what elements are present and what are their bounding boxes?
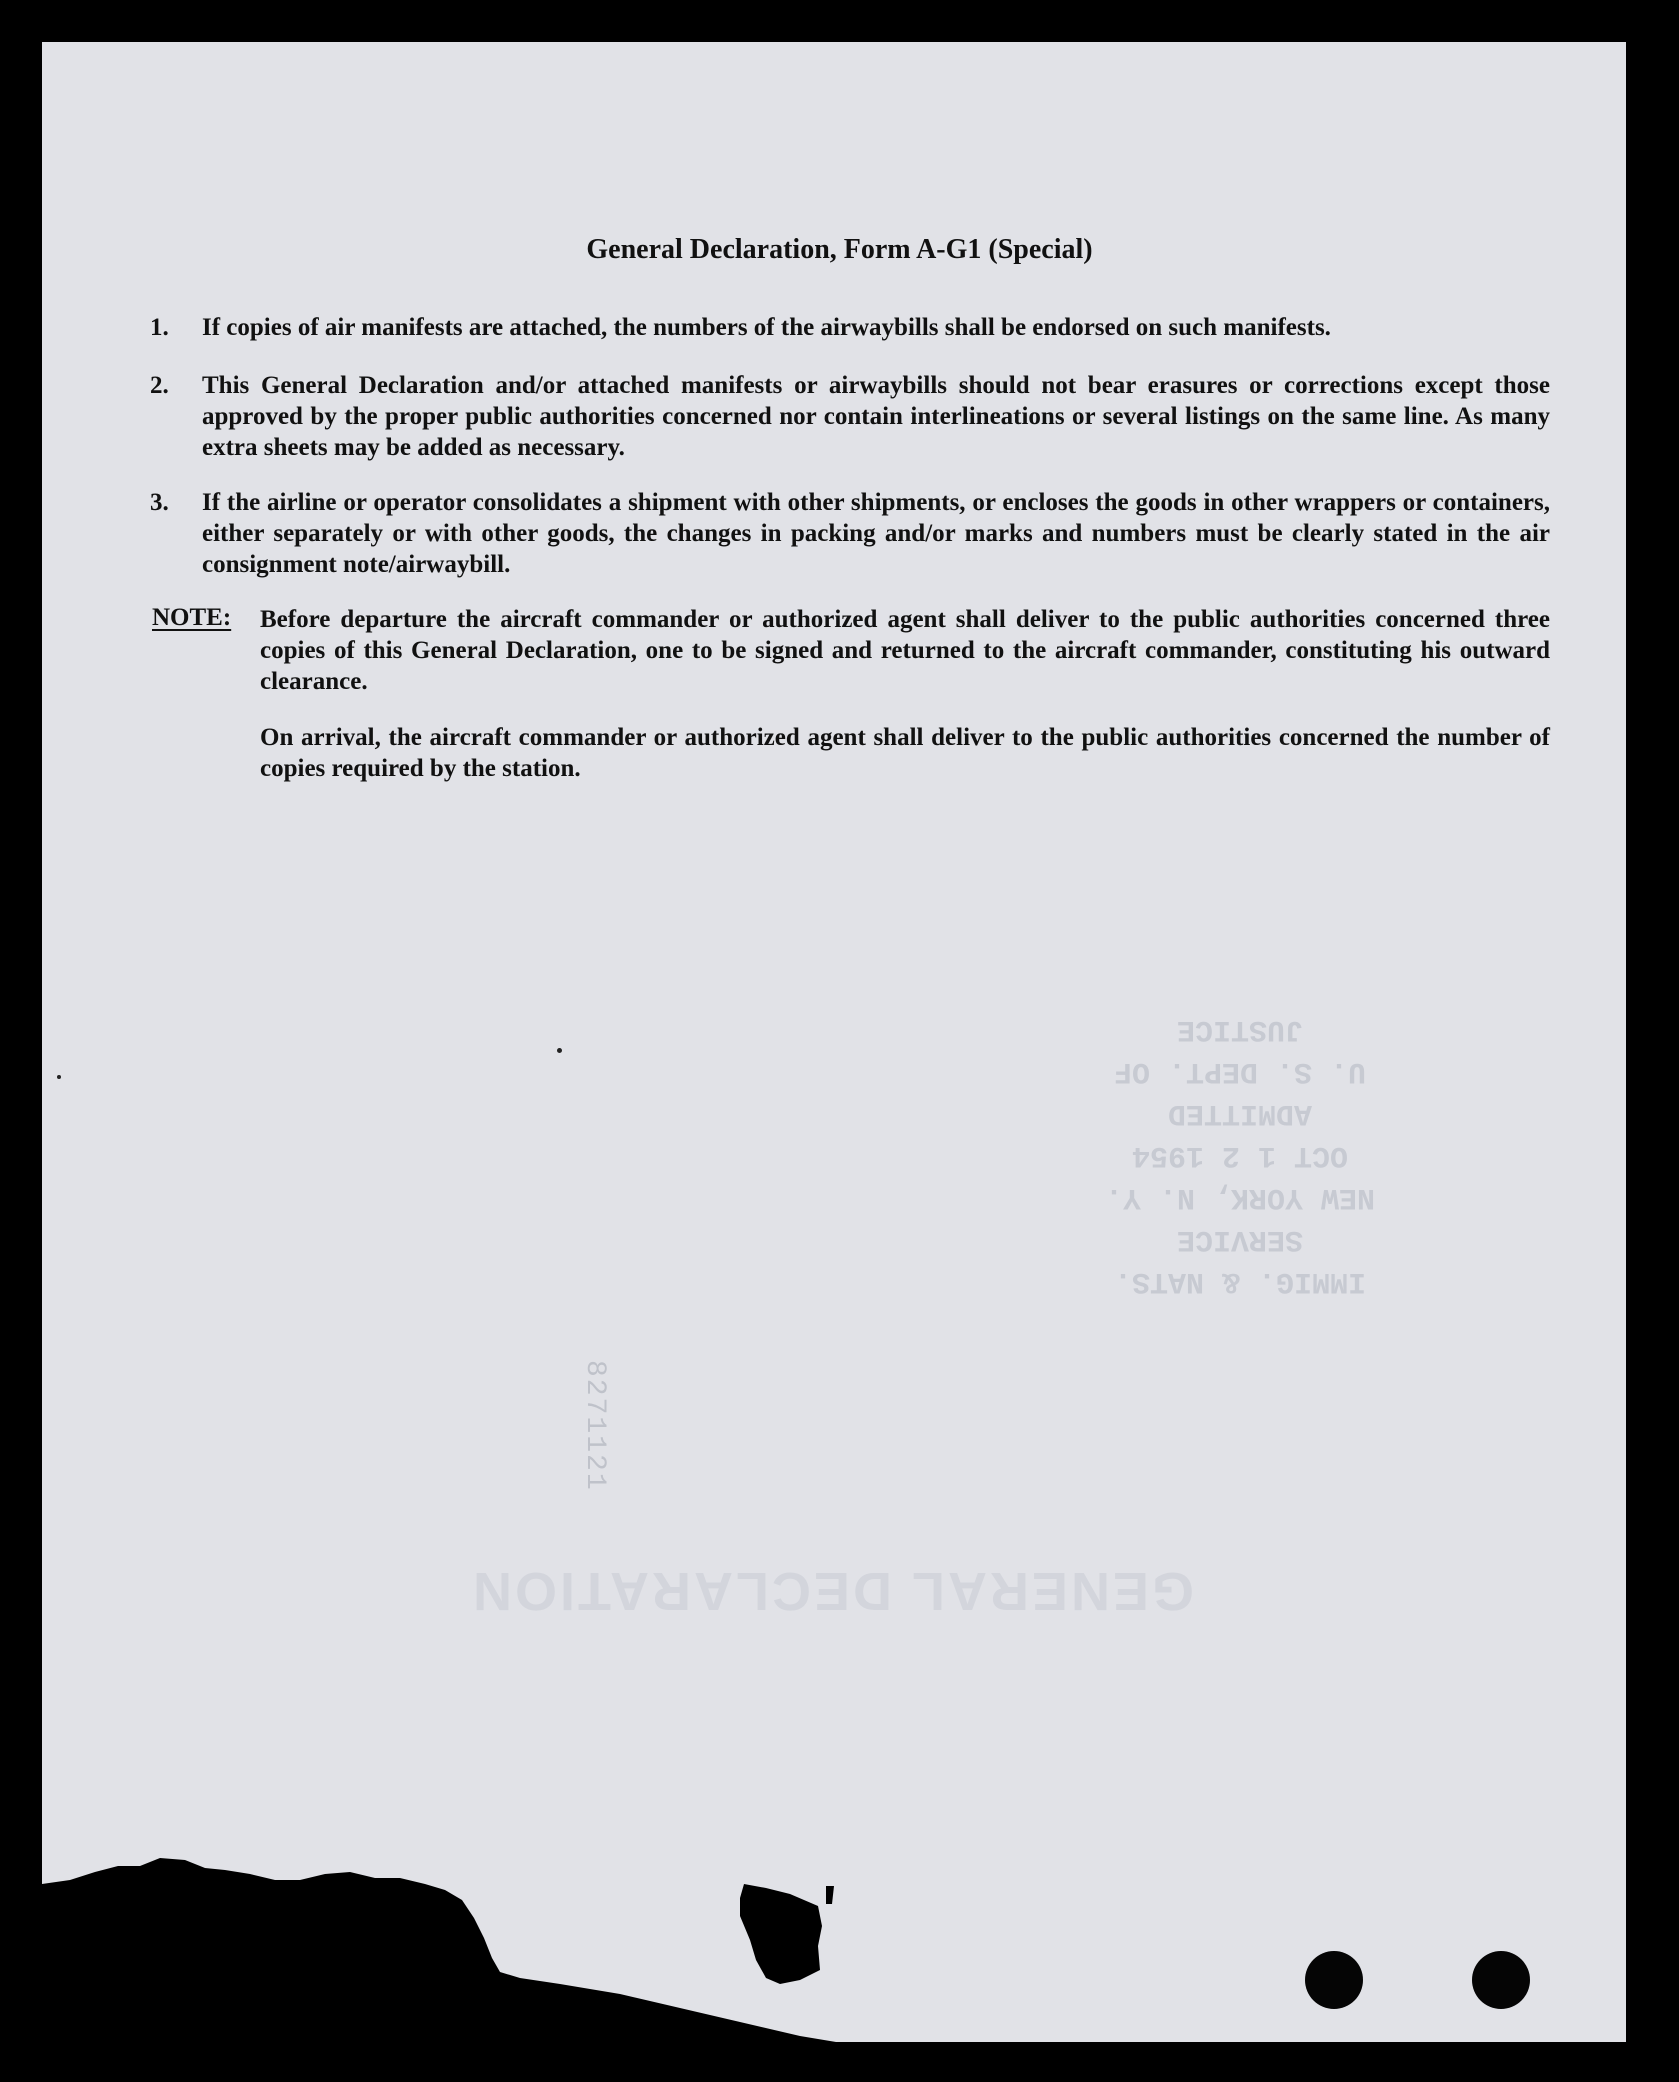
item-number: 2. xyxy=(150,372,169,399)
stamp-line: NEW YORK, N. Y. xyxy=(1104,1180,1376,1214)
note-paragraph: Before departure the aircraft commander or authorized agent shall deliver to the public authorities concerned three copies of this General Declaration, one to be signed and returned to the aircraft commander, constituting his outward clearance. xyxy=(260,606,1550,695)
stamp-line: IMMIG. & NATS. SERVICE xyxy=(1113,1222,1367,1298)
ink-speck xyxy=(57,1075,61,1079)
stamp-line: ADMITTED xyxy=(1167,1096,1313,1130)
item-number: 1. xyxy=(150,314,169,341)
ink-speck xyxy=(557,1048,562,1053)
form-title: General Declaration, Form A-G1 (Special) xyxy=(586,234,1093,265)
note-label: NOTE: xyxy=(152,604,232,631)
punch-hole xyxy=(1472,1951,1530,2009)
punch-hole xyxy=(1305,1951,1363,2009)
stamp-line: OCT 1 2 1954 xyxy=(1131,1138,1349,1172)
bleed-through-heading: GENERAL DECLARATION xyxy=(470,1561,1195,1621)
stamp-line: U. S. DEPT. OF JUSTICE xyxy=(1113,1012,1367,1088)
note-paragraph: On arrival, the aircraft commander or authorized agent shall deliver to the public authorities concerned the number of copies required by the station. xyxy=(260,724,1550,782)
item-number: 3. xyxy=(150,489,169,516)
item-text: If the airline or operator consolidates a shipment with other shipments, or encloses the goods in other wrappers or containers, either separately or with other goods, the changes in packing and/or marks and numbers must be clearly stated in the air consignment note/airwaybill. xyxy=(202,489,1550,578)
item-text: This General Declaration and/or attached manifests or airwaybills should not bear erasures or corrections except those approved by the proper public authorities concerned nor contain interlineations or several listings on the same line. As many extra sheets may be added as necessary. xyxy=(202,372,1550,461)
item-text: If copies of air manifests are attached, the numbers of the airwaybills shall be endorsed on such manifests. xyxy=(202,314,1331,341)
vertical-number-stamp: 8271121 xyxy=(579,1360,610,1492)
